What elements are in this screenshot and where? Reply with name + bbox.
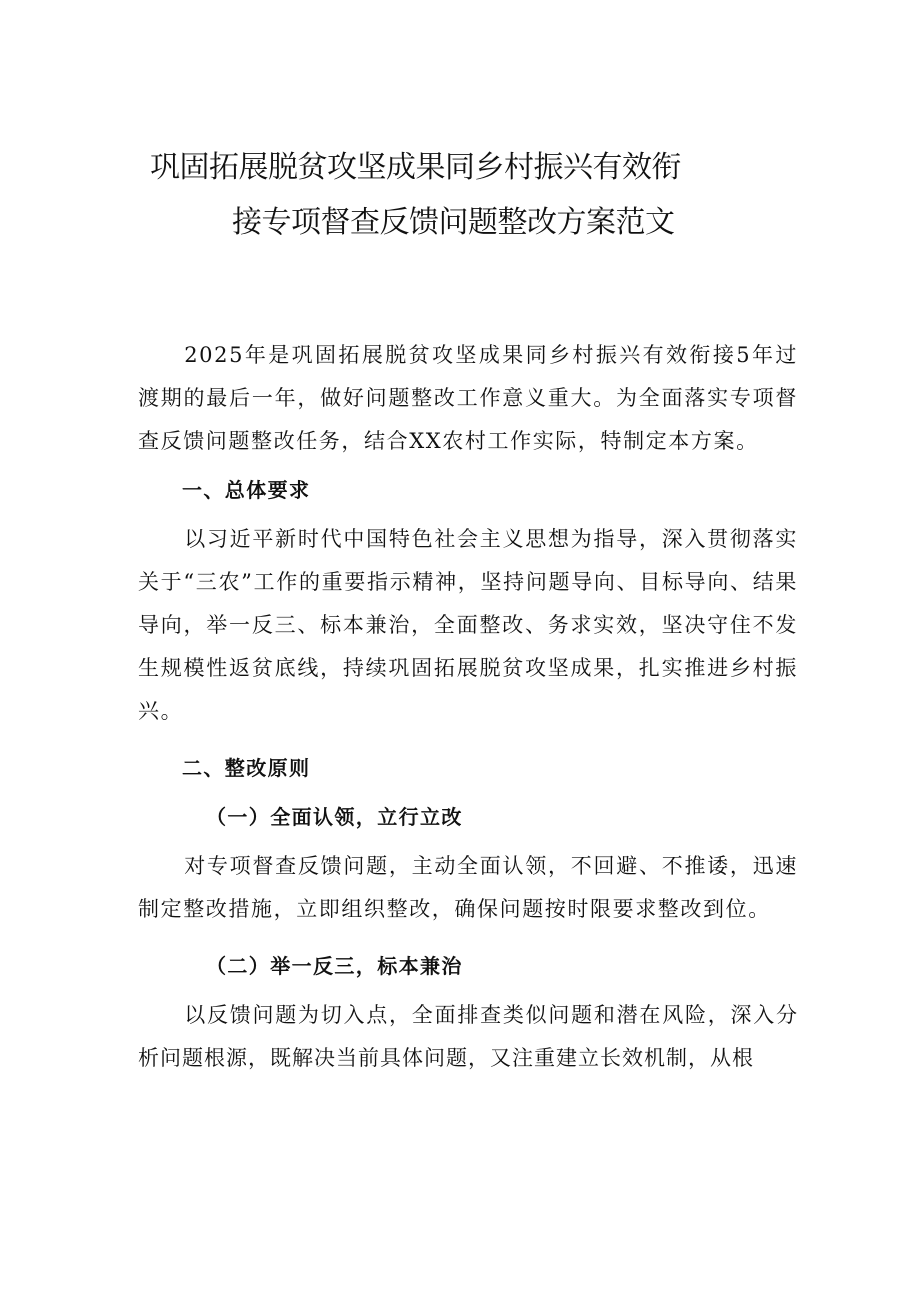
- principle-2-paragraph: 以反馈问题为切入点，全面排查类似问题和潜在风险，深入分析问题根源，既解决当前具体问题，又注重建立长效机制，从根: [138, 1003, 798, 1070]
- section-heading-overall-requirements: 一、总体要求: [182, 478, 311, 502]
- overall-requirements-paragraph: 以习近平新时代中国特色社会主义思想为指导，深入贯彻落实关于“三农”工作的重要指示精神，坚持问题导向、目标导向、结果导向，举一反三、标本兼治，全面整改、务求实效，坚决守住不发生规模性返贫底线，持续巩固拓展脱贫攻坚成果，扎实推进乡村振兴。: [138, 527, 798, 723]
- section-heading-rectification-principles: 二、整改原则: [182, 756, 311, 780]
- intro-paragraph: 2025年是巩固拓展脱贫攻坚成果同乡村振兴有效衔接5年过渡期的最后一年，做好问题整改工作意义重大。为全面落实专项督查反馈问题整改任务，结合XX农村工作实际，特制定本方案。: [138, 343, 798, 453]
- document-title-line-1: 巩固拓展脱贫攻坚成果同乡村振兴有效衔: [150, 150, 681, 185]
- principle-heading-2: （二）举一反三，标本兼治: [206, 954, 463, 978]
- principle-heading-1: （一）全面认领，立行立改: [206, 805, 463, 829]
- document-title-line-2: 接专项督查反馈问题整改方案范文: [232, 205, 675, 240]
- principle-1-paragraph: 对专项督查反馈问题，主动全面认领，不回避、不推诿，迅速制定整改措施，立即组织整改，确保问题按时限要求整改到位。: [138, 854, 798, 921]
- document-body: [138, 334, 798, 1080]
